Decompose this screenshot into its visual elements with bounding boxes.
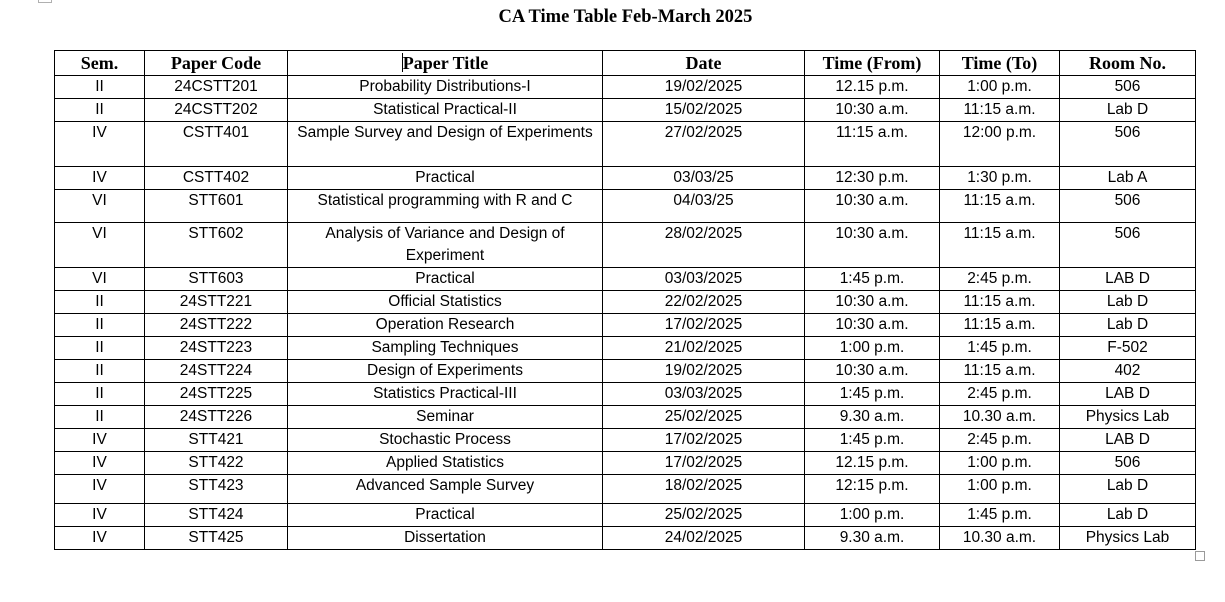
cell-to: 10.30 a.m. bbox=[940, 406, 1060, 429]
table-row bbox=[55, 99, 1196, 122]
cell-title: Sampling Techniques bbox=[288, 337, 603, 360]
cell-sem: II bbox=[55, 383, 145, 406]
table-row bbox=[55, 527, 1196, 550]
cell-from: 1:45 p.m. bbox=[805, 383, 940, 406]
cell-sem: IV bbox=[55, 167, 145, 190]
cell-from: 12.15 p.m. bbox=[805, 452, 940, 475]
cell-to: 12:00 p.m. bbox=[940, 122, 1060, 167]
cell-room: 402 bbox=[1060, 360, 1196, 383]
cell-code: CSTT401 bbox=[145, 122, 288, 167]
cell-sem: II bbox=[55, 99, 145, 122]
table-row bbox=[55, 167, 1196, 190]
cell-from: 9.30 a.m. bbox=[805, 527, 940, 550]
cell-room: Physics Lab bbox=[1060, 406, 1196, 429]
cell-code: 24CSTT202 bbox=[145, 99, 288, 122]
cell-to: 1:45 p.m. bbox=[940, 337, 1060, 360]
cell-to: 1:00 p.m. bbox=[940, 452, 1060, 475]
document-title: CA Time Table Feb-March 2025 bbox=[498, 7, 753, 27]
cell-sem: II bbox=[55, 337, 145, 360]
cell-to: 11:15 a.m. bbox=[940, 223, 1060, 268]
cell-from: 10:30 a.m. bbox=[805, 190, 940, 223]
cell-title: Design of Experiments bbox=[288, 360, 603, 383]
header-sem: Sem. bbox=[55, 51, 145, 76]
cell-sem: VI bbox=[55, 223, 145, 268]
cell-from: 12:30 p.m. bbox=[805, 167, 940, 190]
cell-room: Lab D bbox=[1060, 475, 1196, 504]
cell-room: F-502 bbox=[1060, 337, 1196, 360]
cell-title: Sample Survey and Design of Experiments bbox=[288, 122, 603, 167]
cell-title: Stochastic Process bbox=[288, 429, 603, 452]
table-row bbox=[55, 475, 1196, 504]
table-row bbox=[55, 406, 1196, 429]
cell-from: 10:30 a.m. bbox=[805, 360, 940, 383]
header-date: Date bbox=[603, 51, 805, 76]
cell-sem: II bbox=[55, 76, 145, 99]
cell-to: 1:30 p.m. bbox=[940, 167, 1060, 190]
table-row bbox=[55, 337, 1196, 360]
cell-title: Applied Statistics bbox=[288, 452, 603, 475]
cell-sem: VI bbox=[55, 190, 145, 223]
cell-date: 24/02/2025 bbox=[603, 527, 805, 550]
cell-code: 24STT225 bbox=[145, 383, 288, 406]
cell-from: 10:30 a.m. bbox=[805, 291, 940, 314]
cell-to: 10.30 a.m. bbox=[940, 527, 1060, 550]
cell-title: Statistical programming with R and C bbox=[288, 190, 603, 223]
cell-from: 11:15 a.m. bbox=[805, 122, 940, 167]
cell-room: Lab D bbox=[1060, 99, 1196, 122]
table-row bbox=[55, 291, 1196, 314]
cell-title: Practical bbox=[288, 167, 603, 190]
cell-sem: II bbox=[55, 314, 145, 337]
cell-date: 03/03/2025 bbox=[603, 383, 805, 406]
cell-date: 18/02/2025 bbox=[603, 475, 805, 504]
cell-date: 19/02/2025 bbox=[603, 76, 805, 99]
cell-title: Advanced Sample Survey bbox=[288, 475, 603, 504]
table-resize-handle[interactable] bbox=[1195, 551, 1205, 561]
cell-room: 506 bbox=[1060, 76, 1196, 99]
cell-from: 10:30 a.m. bbox=[805, 314, 940, 337]
cell-title: Probability Distributions-I bbox=[288, 76, 603, 99]
cell-code: STT421 bbox=[145, 429, 288, 452]
cell-room: Lab A bbox=[1060, 167, 1196, 190]
cell-code: 24STT221 bbox=[145, 291, 288, 314]
cell-from: 1:00 p.m. bbox=[805, 504, 940, 527]
cell-room: 506 bbox=[1060, 452, 1196, 475]
cell-to: 2:45 p.m. bbox=[940, 268, 1060, 291]
cell-code: 24STT222 bbox=[145, 314, 288, 337]
cell-from: 9.30 a.m. bbox=[805, 406, 940, 429]
cell-to: 11:15 a.m. bbox=[940, 291, 1060, 314]
cell-from: 10:30 a.m. bbox=[805, 223, 940, 268]
table-row bbox=[55, 504, 1196, 527]
cell-to: 11:15 a.m. bbox=[940, 360, 1060, 383]
cell-date: 27/02/2025 bbox=[603, 122, 805, 167]
cell-title: Statistical Practical-II bbox=[288, 99, 603, 122]
cell-title: Official Statistics bbox=[288, 291, 603, 314]
table-row bbox=[55, 383, 1196, 406]
cell-from: 12:15 p.m. bbox=[805, 475, 940, 504]
cell-date: 25/02/2025 bbox=[603, 406, 805, 429]
cell-room: 506 bbox=[1060, 190, 1196, 223]
cell-sem: IV bbox=[55, 475, 145, 504]
page-corner-marker bbox=[38, 0, 52, 3]
cell-room: 506 bbox=[1060, 122, 1196, 167]
table-row bbox=[55, 429, 1196, 452]
cell-to: 2:45 p.m. bbox=[940, 383, 1060, 406]
cell-room: LAB D bbox=[1060, 429, 1196, 452]
cell-sem: IV bbox=[55, 452, 145, 475]
header-paper-code: Paper Code bbox=[145, 51, 288, 76]
cell-sem: II bbox=[55, 360, 145, 383]
cell-code: STT602 bbox=[145, 223, 288, 268]
cell-title: Analysis of Variance and Design of Experiment bbox=[288, 223, 603, 268]
cell-room: LAB D bbox=[1060, 383, 1196, 406]
cell-to: 11:15 a.m. bbox=[940, 314, 1060, 337]
header-room: Room No. bbox=[1060, 51, 1196, 76]
cell-code: 24STT226 bbox=[145, 406, 288, 429]
cell-code: STT603 bbox=[145, 268, 288, 291]
cell-title: Practical bbox=[288, 268, 603, 291]
cell-title: Practical bbox=[288, 504, 603, 527]
table-row bbox=[55, 268, 1196, 291]
cell-date: 21/02/2025 bbox=[603, 337, 805, 360]
cell-code: STT422 bbox=[145, 452, 288, 475]
cell-date: 15/02/2025 bbox=[603, 99, 805, 122]
cell-title: Operation Research bbox=[288, 314, 603, 337]
table-row bbox=[55, 76, 1196, 99]
cell-room: 506 bbox=[1060, 223, 1196, 268]
cell-date: 04/03/25 bbox=[603, 190, 805, 223]
cell-to: 11:15 a.m. bbox=[940, 99, 1060, 122]
cell-from: 1:00 p.m. bbox=[805, 337, 940, 360]
table-header-row bbox=[55, 51, 1196, 76]
cell-title: Statistics Practical-III bbox=[288, 383, 603, 406]
table-row bbox=[55, 360, 1196, 383]
cell-sem: IV bbox=[55, 504, 145, 527]
cell-sem: VI bbox=[55, 268, 145, 291]
cell-to: 2:45 p.m. bbox=[940, 429, 1060, 452]
cell-sem: II bbox=[55, 291, 145, 314]
table-row bbox=[55, 190, 1196, 223]
table-row bbox=[55, 452, 1196, 475]
cell-to: 1:00 p.m. bbox=[940, 76, 1060, 99]
cell-sem: IV bbox=[55, 429, 145, 452]
header-time-from: Time (From) bbox=[805, 51, 940, 76]
cell-date: 17/02/2025 bbox=[603, 452, 805, 475]
cell-to: 1:00 p.m. bbox=[940, 475, 1060, 504]
table-row bbox=[55, 314, 1196, 337]
header-time-to: Time (To) bbox=[940, 51, 1060, 76]
header-paper-title bbox=[288, 51, 603, 76]
cell-code: STT423 bbox=[145, 475, 288, 504]
cell-code: STT424 bbox=[145, 504, 288, 527]
cell-date: 22/02/2025 bbox=[603, 291, 805, 314]
cell-code: STT601 bbox=[145, 190, 288, 223]
cell-code: CSTT402 bbox=[145, 167, 288, 190]
cell-code: 24CSTT201 bbox=[145, 76, 288, 99]
cell-room: LAB D bbox=[1060, 268, 1196, 291]
cell-code: STT425 bbox=[145, 527, 288, 550]
cell-from: 10:30 a.m. bbox=[805, 99, 940, 122]
cell-code: 24STT224 bbox=[145, 360, 288, 383]
cell-from: 1:45 p.m. bbox=[805, 429, 940, 452]
timetable bbox=[54, 50, 1196, 550]
cell-room: Lab D bbox=[1060, 504, 1196, 527]
cell-to: 1:45 p.m. bbox=[940, 504, 1060, 527]
cell-date: 25/02/2025 bbox=[603, 504, 805, 527]
cell-room: Physics Lab bbox=[1060, 527, 1196, 550]
table-row bbox=[55, 122, 1196, 167]
cell-date: 17/02/2025 bbox=[603, 429, 805, 452]
cell-date: 17/02/2025 bbox=[603, 314, 805, 337]
cell-date: 19/02/2025 bbox=[603, 360, 805, 383]
cell-date: 03/03/25 bbox=[603, 167, 805, 190]
cell-title: Dissertation bbox=[288, 527, 603, 550]
cell-sem: IV bbox=[55, 122, 145, 167]
header-paper-title-label: Paper Title bbox=[402, 53, 489, 73]
cell-sem: II bbox=[55, 406, 145, 429]
cell-to: 11:15 a.m. bbox=[940, 190, 1060, 223]
cell-date: 03/03/2025 bbox=[603, 268, 805, 291]
cell-date: 28/02/2025 bbox=[603, 223, 805, 268]
cell-code: 24STT223 bbox=[145, 337, 288, 360]
cell-sem: IV bbox=[55, 527, 145, 550]
cell-title: Seminar bbox=[288, 406, 603, 429]
cell-from: 1:45 p.m. bbox=[805, 268, 940, 291]
cell-from: 12.15 p.m. bbox=[805, 76, 940, 99]
table-body bbox=[55, 76, 1196, 550]
cell-room: Lab D bbox=[1060, 314, 1196, 337]
table-row bbox=[55, 223, 1196, 268]
cell-room: Lab D bbox=[1060, 291, 1196, 314]
